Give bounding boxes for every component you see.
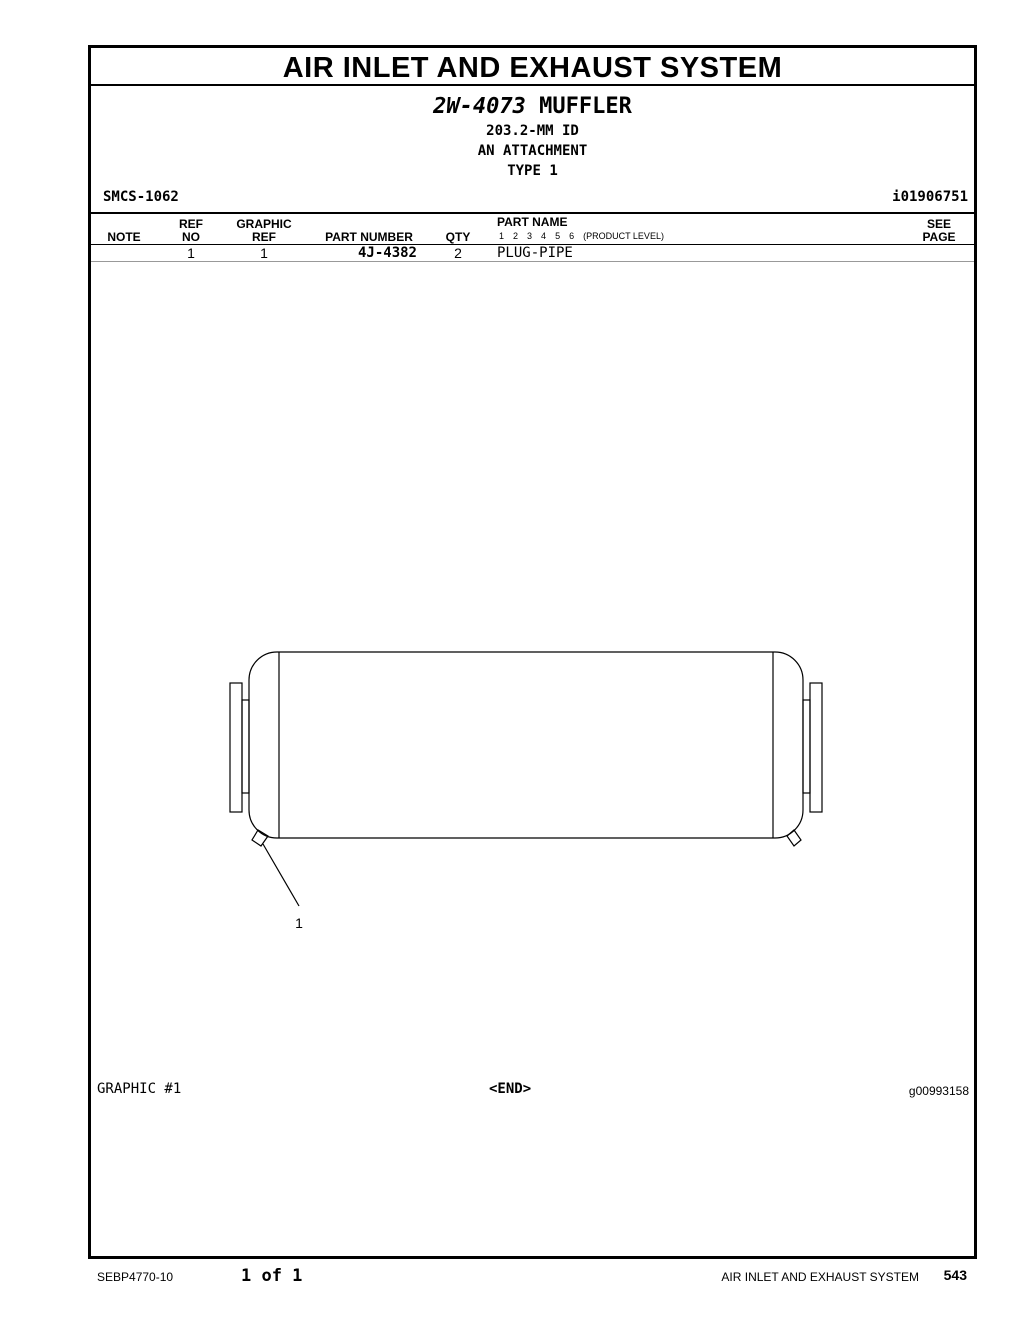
col-graphic-ref-bottom: REF [252,230,276,244]
row-ref-no: 1 [187,245,195,261]
smcs-code: SMCS-1062 [103,189,179,205]
footer-section: AIR INLET AND EXHAUST SYSTEM [721,1270,919,1284]
right-flange-neck [803,700,810,793]
graphic-id: g00993158 [908,1084,969,1098]
part-number-heading: 2W-4073 [433,94,526,119]
muffler-drawing [221,638,831,938]
level-2: 2 [513,231,519,241]
callout-number: 1 [295,915,303,931]
muffler-body [249,652,803,838]
part-name-heading: MUFFLER [539,94,632,119]
footer-page-of: 1 of 1 [241,1266,303,1286]
product-levels [499,231,673,241]
plug-pipe-right [787,830,801,846]
col-see-page-top: SEE [926,217,951,231]
part-heading [91,94,974,120]
footer-doc-number: SEBP4770-10 [97,1270,174,1284]
row-part-number: 4J-4382 [357,245,417,261]
row-rule [91,261,974,262]
col-ref-no-bottom: NO [182,230,200,244]
product-level-label: (PRODUCT LEVEL) [583,231,664,241]
sub-line-attachment: AN ATTACHMENT [477,143,588,159]
left-flange [230,683,242,812]
table-top-rule [91,212,974,214]
right-flange [810,683,822,812]
title-divider [91,84,974,86]
row-part-name: PLUG-PIPE [497,245,573,261]
level-1: 1 [499,231,505,241]
level-3: 3 [527,231,533,241]
col-qty: QTY [445,230,471,244]
col-note: NOTE [107,230,141,244]
col-see-page-bottom: PAGE [922,230,956,244]
level-5: 5 [555,231,561,241]
level-4: 4 [541,231,547,241]
end-marker: <END> [489,1081,532,1097]
footer-page-number: 543 [943,1267,967,1283]
left-flange-neck [242,700,249,793]
level-6: 6 [569,231,575,241]
callout-leader [263,844,299,906]
sub-line-type: TYPE 1 [507,163,558,179]
col-ref-no-top: REF [179,217,203,231]
illustration-id: i01906751 [892,189,968,205]
col-part-name: PART NAME [497,215,568,229]
row-qty: 2 [454,245,462,261]
col-graphic-ref-top: GRAPHIC [236,217,292,231]
col-part-number: PART NUMBER [325,230,413,244]
row-graphic-ref: 1 [260,245,268,261]
graphic-label: GRAPHIC #1 [97,1081,182,1097]
page-frame [88,45,977,1259]
sub-line-size: 203.2-MM ID [486,123,579,139]
system-title: AIR INLET AND EXHAUST SYSTEM [282,52,783,84]
